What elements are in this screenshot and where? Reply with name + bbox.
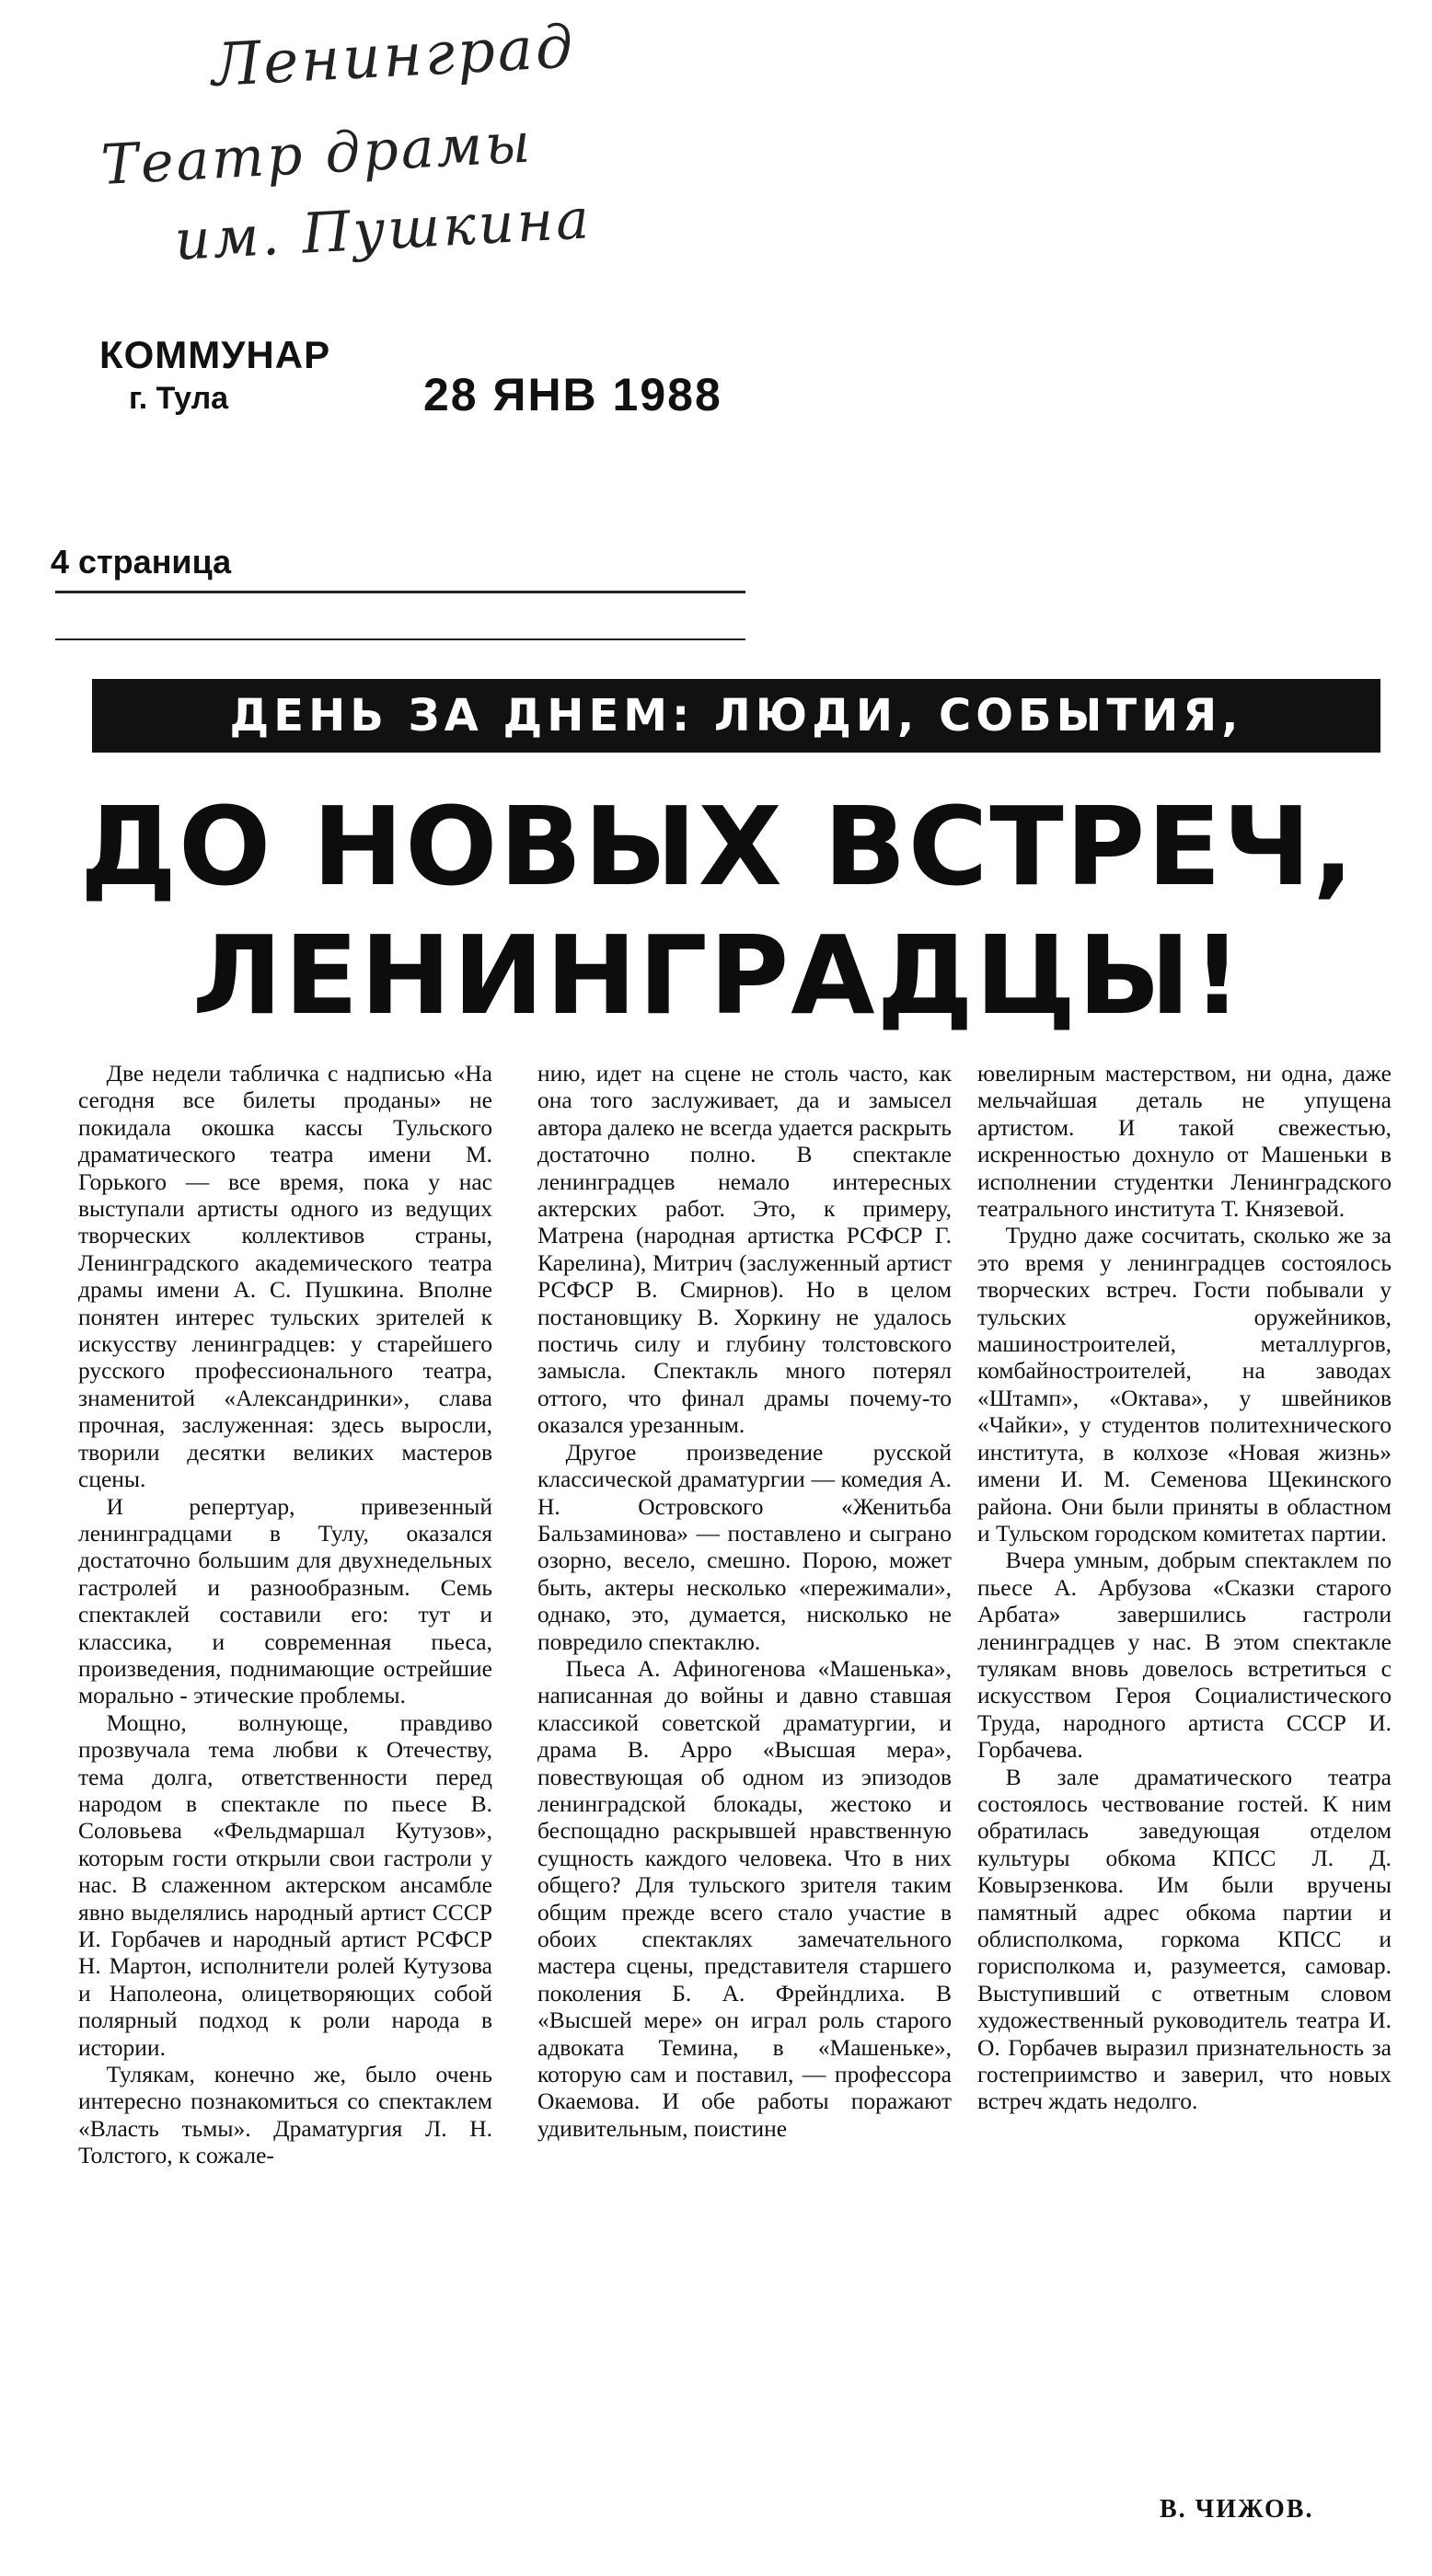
handwritten-note-line: Театр драмы <box>99 110 535 198</box>
article-paragraph: В зале драматического театра состоялось чествование гостей. К ним обратилась заведующая отделом культуры обкома КПСС Л. Д. Ковырзенкова. Им были вручены памятный адрес обкома партии и облисполкома, горкома КПСС и горисполкома и, разумеется, самовар. Выступивший с ответным словом художественный руководитель театра И. О. Горбачев выразил признательность за гостеприимство и заверил, что новых встреч ждать недолго. <box>977 1763 1392 2115</box>
newspaper-city: г. Тула <box>129 381 229 416</box>
article-paragraph: Пьеса А. Афиногенова «Машенька», написанная до войны и давно ставшая классикой советской драматургии, и драма В. Арро «Высшая мера», повествующая об одном из эпизодов ленинградской блокады, жестоко и беспощадно раскрывшей нравственную сущность каждого человека. Что в них общего? Для тульского зрителя таким общим прежде всего стало участие в обоих спектаклях замечательного мастера сцены, представителя старшего поколения Б. А. Фрейндлиха. В «Высшей мере» он играл роль старого адвоката Темина, в «Машеньке», которую сам и поставил, — профессора Окаемова. И обе работы поражают удивительным, поистине <box>537 1654 952 2142</box>
article-paragraph: нию, идет на сцене не столь часто, как она того заслуживает, да и замысел автора далеко не всегда удается раскрыть достаточно полно. В спектакле ленинградцев немало интересных актерских работ. Это, к примеру, Матрена (народная артистка РСФСР Г. Карелина), Митрич (заслуженный артист РСФСР В. Смирнов). Но в целом постановщику В. Хоркину не удалось постичь силу и глубину толстовского замысла. Спектакль много потерял оттого, что финал драмы почему-то оказался урезанным. <box>537 1060 952 1439</box>
handwritten-note-line: Ленинград <box>210 13 578 100</box>
article-paragraph: Другое произведение русской классической драматургии — комедия А. Н. Островского «Женитьба Бальзаминова» — поставлено и сыграно озорно, весело, смешно. Порою, может быть, актеры несколько «пережимали», однако, это, думается, нисколько не повредило спектаклю. <box>537 1438 952 1655</box>
newspaper-name: КОММУНАР <box>99 333 331 376</box>
article-column <box>78 1060 492 2169</box>
divider <box>55 638 745 640</box>
article-paragraph: ювелирным мастерством, ни одна, даже мельчайшая деталь не упущена артистом. И такой свежестью, искренностью дохнуло от Машеньки в исполнении студентки Ленинградского театрального института Т. Князевой. <box>977 1060 1392 1223</box>
article-column <box>977 1060 1392 2115</box>
article-paragraph: И репертуар, привезенный ленинградцами в Тулу, оказался достаточно большим для двухнедельных гастролей и разнообразным. Семь спектаклей составили его: тут и классика, и современная пьеса, произведения, поднимающие острейшие морально - этические проблемы. <box>78 1492 492 1709</box>
page-label: 4 страница <box>51 543 232 581</box>
article-paragraph: Две недели табличка с надписью «На сегодня все билеты проданы» не покидала окошка кассы Тульского драматического театра имени М. Горького — все время, пока у нас выступали артисты одного из ведущих творческих коллективов страны, Ленинградского академического театра драмы имени А. С. Пушкина. Вполне понятен интерес тульских зрителей к искусству ленинградцев: у старейшего русского профессионального театра, знаменитой «Александринки», слава прочная, заслуженная: здесь выросли, творили десятки великих мастеров сцены. <box>78 1060 492 1493</box>
divider <box>55 591 745 593</box>
section-rubric: ДЕНЬ ЗА ДНЕМ: ЛЮДИ, СОБЫТИЯ, <box>92 679 1380 753</box>
article-column <box>537 1060 952 2142</box>
article-paragraph: Мощно, волнующе, правдиво прозвучала тема любви к Отечеству, тема долга, ответственности перед народом в спектакле по пьесе В. Соловьева «Фельдмаршал Кутузов», которым гости открыли свои гастроли у нас. В слаженном актерском ансамбле явно выделялись народный артист СССР И. Горбачев и народный артист РСФСР Н. Мартон, исполнители ролей Кутузова и Наполеона, олицетворяющих собой полярный подход к роли народа в истории. <box>78 1708 492 2061</box>
article-paragraph: Тулякам, конечно же, было очень интересно познакомиться со спектаклем «Власть тьмы». Драматургия Л. Н. Толстого, к сожале- <box>78 2061 492 2169</box>
article-paragraph: Трудно даже сосчитать, сколько же за это время у ленинградцев состоялось творческих встреч. Гости побывали у тульских оружейников, машиностроителей, металлургов, комбайностроителей, на заводах «Штамп», «Октава», у швейников «Чайки», у студентов политехнического института, в колхозе «Новая жизнь» имени И. М. Семенова Щекинского района. Они были приняты в областном и Тульском городском комитетах партии. <box>977 1222 1392 1547</box>
article-headline: ДО НОВЫХ ВСТРЕЧ, ЛЕНИНГРАДЦЫ! <box>79 783 1357 1039</box>
date-stamp: 28 ЯНВ 1988 <box>423 369 722 420</box>
author-signature: В. ЧИЖОВ. <box>1160 2495 1314 2524</box>
handwritten-note-line: им. Пушкина <box>173 187 594 273</box>
article-paragraph: Вчера умным, добрым спектаклем по пьесе А. Арбузова «Сказки старого Арбата» завершились гастроли ленинградцев у нас. В этом спектакле тулякам вновь довелось встретиться с искусством Героя Социалистического Труда, народного артиста СССР И. Горбачева. <box>977 1547 1392 1764</box>
